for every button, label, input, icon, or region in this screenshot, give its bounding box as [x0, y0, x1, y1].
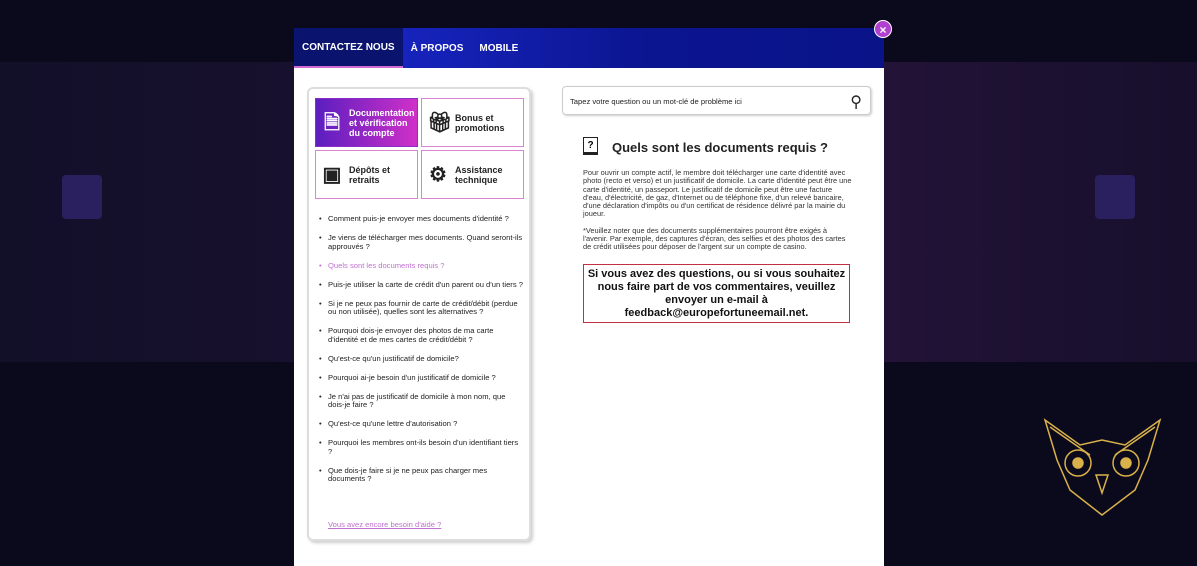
more-help-link[interactable]: Vous avez encore besoin d'aide ? — [328, 520, 442, 529]
atm-icon: ▣ — [322, 163, 342, 186]
modal-header — [294, 28, 884, 68]
faq-item[interactable]: • Que dois-je faire si je ne peux pas charger mes documents ? — [319, 467, 524, 484]
search-icon[interactable]: ⚲ — [850, 94, 862, 111]
background-prev-arrow — [62, 175, 102, 219]
category-bonus[interactable] — [421, 98, 524, 147]
article-note: *Veuillez noter que des documents supplémentaires pourront être exigés à l'avenir. Par exemple, des captures d'écran, des selfies et des photos des cartes de crédit utilisées pour déposer de l'argent sur un compte de casino. — [583, 225, 846, 252]
search-placeholder: Tapez votre question ou un mot-clé de problème ici — [570, 97, 742, 106]
category-label: Assistance technique — [455, 164, 503, 185]
faq-item[interactable]: • Puis-je utiliser la carte de crédit d'un parent ou d'un tiers ? — [319, 281, 524, 290]
category-label: Bonus et promotions — [455, 112, 505, 133]
tab-about[interactable]: À PROPOS — [410, 42, 464, 54]
help-modal — [294, 28, 884, 566]
category-label: Documentation et vérification du compte — [349, 107, 415, 138]
faq-item[interactable]: • Quels sont les documents requis ? — [319, 262, 524, 271]
faq-item[interactable]: • Je n'ai pas de justificatif de domicile à mon nom, que dois-je faire ? — [319, 393, 524, 410]
help-sidebar — [307, 87, 531, 541]
faq-item[interactable]: • Je viens de télécharger mes documents. Quand seront-ils approuvés ? — [319, 234, 524, 251]
article-body — [583, 169, 853, 260]
faq-item[interactable]: • Comment puis-je envoyer mes documents d'identité ? — [319, 215, 524, 224]
faq-item[interactable]: • Si je ne peux pas fournir de carte de crédit/débit (perdue ou non utilisée), quelles sont les alternatives ? — [319, 300, 524, 317]
background-next-arrow — [1095, 175, 1135, 219]
tab-mobile[interactable]: MOBILE — [479, 42, 519, 54]
gear-icon: ⚙ — [429, 163, 447, 186]
gift-icon: 🎁︎ — [427, 111, 453, 134]
category-deposits[interactable] — [315, 150, 418, 199]
question-book-icon: ? — [583, 137, 598, 155]
category-documentation[interactable] — [315, 98, 418, 147]
category-support[interactable] — [421, 150, 524, 199]
article-paragraph: Pour ouvrir un compte actif, le membre doit télécharger une carte d'identité avec photo (recto et verso) et un justificatif de domicile. La carte d'identité peut être une carte d'identité, un passeport. Le justificatif de domicile peut être une facture d'eau, d'électricité, de gaz, d'Internet ou de téléphone fixe, d'un relevé bancaire, d'une déclaration d'impôts ou d'un certificat de résidence délivré par la mairie du joueur. — [583, 168, 852, 219]
faq-item[interactable]: • Qu'est-ce qu'un justificatif de domicile? — [319, 355, 524, 364]
faq-list — [319, 215, 524, 494]
document-icon: 🗎 — [323, 111, 341, 134]
owl-logo — [1040, 415, 1165, 520]
faq-item[interactable]: • Pourquoi les membres ont-ils besoin d'un identifiant tiers ? — [319, 439, 524, 456]
contact-box: Si vous avez des questions, ou si vous souhaitez nous faire part de vos commentaires, veuillez envoyer un e-mail à feedback@europefortuneemail.net. — [583, 264, 850, 323]
tab-contact[interactable]: CONTACTEZ NOUS — [294, 28, 403, 68]
faq-item[interactable]: • Pourquoi dois-je envoyer des photos de ma carte d'identité et de mes cartes de crédit/débit ? — [319, 327, 524, 344]
article-title: Quels sont les documents requis ? — [612, 140, 828, 155]
search-input[interactable] — [562, 86, 871, 115]
category-label: Dépôts et retraits — [349, 164, 391, 185]
close-button[interactable]: × — [874, 20, 892, 38]
faq-item[interactable]: • Qu'est-ce qu'une lettre d'autorisation ? — [319, 420, 524, 429]
faq-item[interactable]: • Pourquoi ai-je besoin d'un justificatif de domicile ? — [319, 374, 524, 383]
